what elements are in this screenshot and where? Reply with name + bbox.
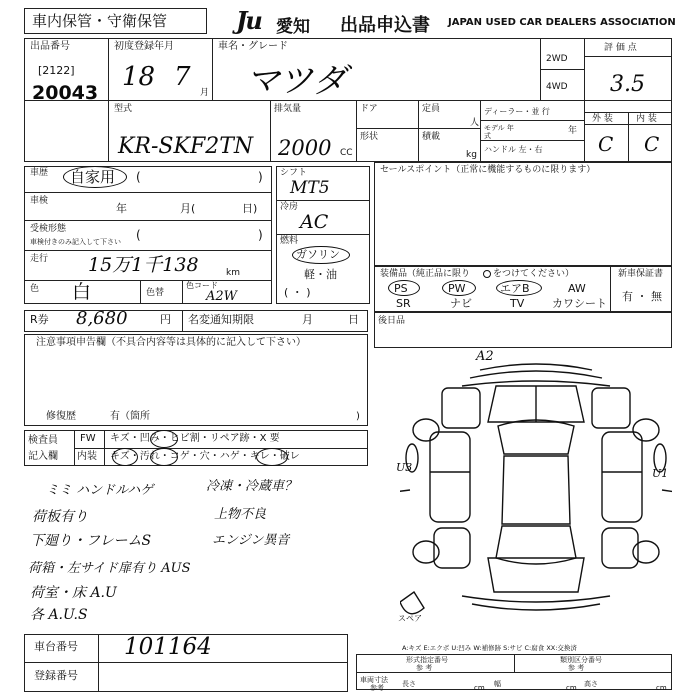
score-value: 3.5 bbox=[610, 72, 645, 97]
dim-height: 高さ bbox=[584, 680, 598, 688]
dim-width: 幅 bbox=[494, 680, 501, 688]
name-change-month: 月 bbox=[302, 313, 313, 326]
checker-fw: FW bbox=[80, 433, 96, 444]
handle-label: ハンドル 左・右 bbox=[484, 145, 543, 154]
equip-sr: SR bbox=[396, 297, 411, 310]
inspect-form-label: 受検形態 bbox=[30, 224, 67, 234]
name-change-label: 名変通知期限 bbox=[188, 313, 254, 326]
dim-width-unit: cm bbox=[566, 684, 577, 692]
checker-fw-items: キズ・凹み・ヒビ割・リペア跡・X 要 bbox=[110, 433, 280, 444]
repair-close: ) bbox=[356, 411, 360, 422]
fuel-label: 燃料 bbox=[280, 236, 299, 246]
model-value: KR-SKF2TN bbox=[118, 134, 254, 159]
equip-airbag-circle bbox=[496, 280, 542, 296]
equip-pw: PW bbox=[448, 282, 466, 295]
mark-top: A2 bbox=[476, 349, 494, 364]
equip-ps-circle bbox=[388, 280, 420, 296]
aircon-label: 冷房 bbox=[280, 202, 299, 212]
drive-2wd: 2WD bbox=[546, 54, 568, 64]
shape-label: 形状 bbox=[360, 132, 379, 142]
checker-mark-2 bbox=[112, 448, 138, 466]
inspection-month: 月( bbox=[180, 202, 196, 215]
equip-navi: ナビ bbox=[450, 297, 472, 310]
storage-label: 車内保管・守衛保管 bbox=[32, 12, 168, 30]
equipment-label: 装備品（純正品に限り bbox=[380, 269, 471, 279]
damage-legend: A:キズ E:エクボ U:凹み W:補修跡 S:サビ C:腐食 XX:交換済 bbox=[402, 644, 577, 652]
history-frame bbox=[24, 166, 272, 304]
mileage-value: 15万1千138 bbox=[88, 254, 199, 276]
score-label: 評 価 点 bbox=[604, 43, 637, 53]
first-reg-month-unit: 月 bbox=[200, 88, 210, 98]
fuel-circle bbox=[292, 246, 350, 264]
load-label: 積載 bbox=[422, 132, 441, 142]
sales-point-frame bbox=[374, 162, 672, 266]
equip-ps: PS bbox=[394, 282, 408, 295]
vehicle-use-circle bbox=[63, 166, 127, 188]
first-reg-label: 初度登録年月 bbox=[114, 41, 174, 52]
exterior-label: 外 装 bbox=[592, 114, 613, 124]
capacity-label: 定員 bbox=[422, 104, 441, 114]
checker-interior: 内装 bbox=[77, 451, 97, 462]
note-cargo-box: 荷箱・左サイド扉有り AUS bbox=[28, 561, 191, 576]
inspection-day: 日) bbox=[242, 202, 258, 215]
note-handle: ミミ ハンドルハゲ bbox=[46, 483, 154, 498]
form-model-ref: 参 考 bbox=[416, 664, 433, 672]
later-items-frame bbox=[374, 312, 672, 348]
note-each: 各 A.U.S bbox=[30, 607, 88, 623]
interior-label: 内 装 bbox=[636, 114, 657, 124]
note-load-plate: 荷板有り bbox=[32, 509, 88, 525]
form-model-label: 形式指定番号 bbox=[406, 656, 448, 664]
color-value: 白 bbox=[72, 281, 92, 303]
notes-label: 注意事項申告欄（不具合内容等は具体的に記入して下さい） bbox=[36, 337, 306, 348]
recycle-value: 8,680 bbox=[76, 308, 128, 329]
color-code-value: A2W bbox=[206, 289, 238, 304]
color-label: 色 bbox=[30, 284, 40, 294]
registration-label: 登録番号 bbox=[34, 669, 78, 682]
later-items-label: 後日品 bbox=[378, 316, 406, 326]
recycle-unit: 円 bbox=[160, 313, 171, 326]
equip-tv: TV bbox=[510, 297, 525, 310]
sheet-title: 出品申込書 bbox=[340, 15, 430, 36]
org-name: 愛知 bbox=[276, 17, 310, 37]
fuel-gasoline: ガソリン bbox=[296, 248, 340, 261]
car-name-label: 車名・グレード bbox=[218, 41, 288, 52]
shift-value: MT5 bbox=[290, 178, 330, 198]
equipment-circle-mark bbox=[483, 270, 491, 278]
exterior-grade: C bbox=[598, 132, 614, 156]
note-frame: 下廻り・フレームS bbox=[30, 533, 152, 549]
color-change-label: 色替 bbox=[146, 288, 165, 298]
equip-pw-circle bbox=[442, 280, 476, 296]
chassis-value: 101164 bbox=[124, 634, 212, 660]
equip-airbag: エアB bbox=[500, 282, 530, 295]
interior-grade: C bbox=[644, 132, 660, 156]
inspection-label: 車検 bbox=[30, 196, 49, 206]
shift-label: シフト bbox=[280, 168, 308, 178]
drive-4wd: 4WD bbox=[546, 82, 568, 92]
chassis-label: 車台番号 bbox=[34, 640, 78, 653]
equip-aw: AW bbox=[568, 282, 586, 295]
checker-mark-3 bbox=[150, 448, 178, 466]
note-cargo-floor: 荷室・床 A.U bbox=[30, 585, 117, 601]
checker-label-2: 記入欄 bbox=[28, 451, 58, 462]
lot-subcode: [2122] bbox=[38, 64, 75, 77]
checker-label: 検査員 bbox=[28, 435, 58, 446]
inspection-year: 年 bbox=[116, 202, 127, 215]
model-year-label: モデル 年式 bbox=[484, 124, 514, 140]
displacement-value: 2000 bbox=[278, 136, 332, 160]
dim-height-unit: cm bbox=[656, 684, 667, 692]
association-name: JAPAN USED CAR DEALERS ASSOCIATION bbox=[448, 17, 676, 28]
note-refrigeration: 冷凍・冷蔵車？ bbox=[206, 479, 298, 494]
dim-length: 長さ bbox=[402, 680, 416, 688]
vehicle-dimensions-ref: 参考 bbox=[370, 684, 384, 692]
repair-value: 有（箇所 bbox=[110, 411, 150, 422]
fuel-diesel: 軽・油 bbox=[304, 268, 337, 281]
load-unit: kg bbox=[466, 150, 477, 160]
warranty-label: 新車保証書 bbox=[618, 269, 664, 279]
checker-interior-items: キズ・汚れ・コゲ・穴・ハゲ・キレ・破レ bbox=[110, 451, 300, 462]
sales-point-label: セールスポイント（正常に機能するものに限ります） bbox=[380, 165, 596, 175]
warranty-options: 有 ・ 無 bbox=[622, 290, 662, 303]
mark-right: U1 bbox=[652, 467, 669, 480]
category-number-ref: 参 考 bbox=[568, 664, 585, 672]
model-year-unit: 年 bbox=[568, 126, 578, 136]
model-label: 型式 bbox=[114, 104, 133, 114]
color-code-label: 色コード bbox=[186, 281, 218, 290]
fuel-paren: ( ・ ) bbox=[284, 286, 311, 299]
vehicle-dimensions-label: 車両寸法 bbox=[360, 676, 388, 684]
car-damage-diagram bbox=[400, 349, 672, 628]
recycle-label: R券 bbox=[30, 313, 49, 326]
vehicle-use-paren-open: ( bbox=[136, 170, 141, 184]
repair-label: 修復歴 bbox=[46, 411, 76, 422]
inspect-form-note: 車検付きのみ記入して下さい bbox=[30, 238, 121, 246]
note-upper-defect: 上物不良 bbox=[214, 507, 267, 522]
car-name-value: マツダ bbox=[246, 61, 347, 101]
category-number-label: 類別区分番号 bbox=[560, 656, 602, 664]
inspect-form-paren-close: ) bbox=[258, 228, 263, 242]
name-change-day: 日 bbox=[348, 313, 359, 326]
spare-label: スペア bbox=[398, 614, 422, 623]
first-reg-year: 18 bbox=[122, 62, 156, 92]
doors-label: ドア bbox=[360, 104, 378, 114]
capacity-unit: 人 bbox=[470, 118, 480, 128]
dim-length-unit: cm bbox=[474, 684, 485, 692]
lot-number: 20043 bbox=[32, 82, 99, 104]
lot-label: 出品番号 bbox=[30, 41, 70, 52]
equip-seat: カワシート bbox=[552, 297, 607, 310]
displacement-label: 排気量 bbox=[274, 104, 302, 114]
checker-mark-4 bbox=[256, 448, 288, 466]
mileage-unit: km bbox=[226, 268, 240, 278]
equipment-label-tail: をつけてください） bbox=[493, 269, 575, 279]
note-engine-noise: エンジン異音 bbox=[212, 533, 290, 548]
mileage-label: 走行 bbox=[30, 254, 49, 264]
checker-mark-1 bbox=[150, 430, 178, 448]
dealer-label: ディーラー・並 行 bbox=[484, 107, 550, 116]
vehicle-use-value: 自家用 bbox=[70, 168, 116, 186]
vehicle-use-paren-close: ) bbox=[258, 170, 263, 184]
mark-left: U3 bbox=[396, 461, 413, 474]
aircon-value: AC bbox=[300, 211, 329, 233]
inspect-form-paren-open: ( bbox=[136, 228, 141, 242]
ju-logo: Ju bbox=[236, 6, 261, 35]
displacement-unit: CC bbox=[340, 148, 353, 158]
first-reg-month: 7 bbox=[174, 62, 191, 92]
vehicle-use-label: 車歴 bbox=[30, 168, 49, 178]
